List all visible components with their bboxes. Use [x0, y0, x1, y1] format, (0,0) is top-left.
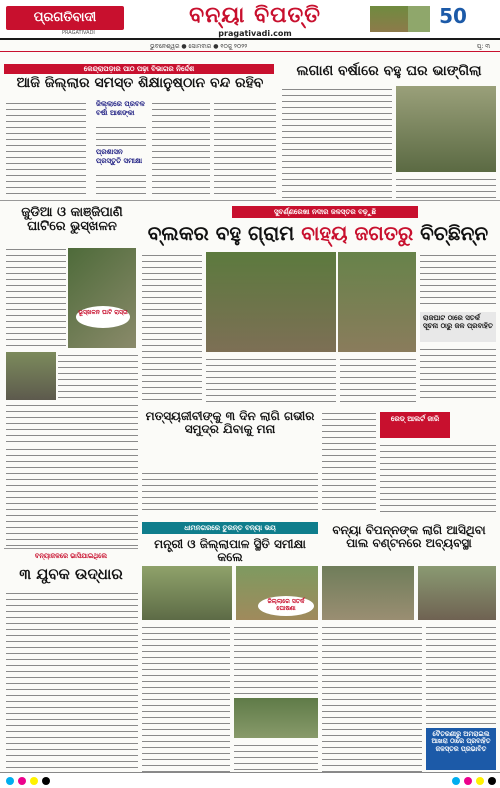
- registration-mark: [452, 777, 460, 785]
- registration-mark: [18, 777, 26, 785]
- ghat-body-3: [6, 402, 138, 442]
- houses-photo: [396, 86, 496, 172]
- relief-body: [322, 624, 422, 772]
- rescue-kicker: ବନ୍ୟାଜଳରେ ଭାସିଯାଇଥିଲେ: [34, 552, 108, 560]
- schools-col-4: [214, 100, 276, 196]
- print-strip: [0, 772, 500, 788]
- main-side-body-2: [420, 346, 496, 402]
- rule: [0, 200, 500, 201]
- main-headline-part-3: ବିଚ୍ଛିନ୍ନ: [420, 221, 489, 245]
- page-number: ପୃ: ୩: [476, 43, 490, 50]
- anniversary-logo: 50: [439, 4, 467, 28]
- relief-photo-1: [322, 566, 414, 620]
- date-text: ଭୁବନେଶ୍ୱର ● ସୋମବାର ● ୧୦ଜୁ ୨୦୨୨: [150, 43, 248, 50]
- ghat-headline: ଜୁଡିଆ ଓ କାଞ୍ଜିପାଣି ଘାଟିରେ ଭୁସ୍ଖଳନ: [21, 205, 123, 235]
- main-side-body: [420, 252, 496, 308]
- ghat-body-2: [58, 352, 138, 398]
- rescue-body: [6, 590, 138, 772]
- schools-kicker: କେନ୍ଦ୍ରାପଡ଼ାର ପାଠ ପଢ଼ା ବିଭାଗର ନିର୍ଦ୍ଦେଶ: [4, 64, 274, 74]
- boxright-headline: ବୈତରଣୀରୁ ଅମରାଇଲ ଆଖରା ଠାରେ ପ୍ରବାହିତ ଜଳସ୍ତର ପ୍ରଭାବିତ: [426, 728, 496, 770]
- schools-sub-2: ପ୍ରଶାସନ ପ୍ରସ୍ତୁତି ସମୀକ୍ଷା: [96, 148, 143, 165]
- ghat-body-4: [6, 446, 138, 546]
- newspaper-logo[interactable]: ପ୍ରଗତିବାଦୀ: [6, 6, 124, 30]
- relief-headline: ବନ୍ୟା ବିପନ୍ନଙ୍କ ଲାଗି ଆସିଥିବା ପାଲ ବଣ୍ଟନରେ ଅବ୍ୟବସ୍ଥା: [332, 523, 486, 551]
- ghat-photo-2: [6, 352, 56, 400]
- main-headline-part-2: ବାହ୍ୟ ଜଗତରୁ: [301, 221, 414, 245]
- main-photo-2: [338, 252, 416, 352]
- masthead: [0, 0, 500, 40]
- main-body-3: [340, 356, 416, 402]
- minister-headline: ମନ୍ତ୍ରୀ ଓ ଜିଲ୍ଲାପାଳ ସ୍ଥିତି ସମୀକ୍ଷା କଲେ: [154, 537, 306, 565]
- schools-headline: ଆଜି ଜିଲ୍ଲାର ସମସ୍ତ ଶିକ୍ଷାନୁଷ୍ଠାନ ବନ୍ଦ ରହିବ: [16, 75, 264, 91]
- fishermen-col-3: [380, 442, 496, 514]
- masthead-photo-2: [408, 6, 430, 32]
- masthead-photo: [370, 6, 410, 32]
- registration-mark: [30, 777, 38, 785]
- rescue-headline: ୩ ଯୁବକ ଉଦ୍ଧାର: [19, 565, 123, 583]
- main-kicker: ସୁବର୍ଣ୍ଣରେଖା ନଦୀର ଜଳସ୍ତର ବଢ଼ୁଛି: [232, 206, 418, 218]
- rule: [4, 548, 138, 549]
- main-photo-1: [206, 252, 336, 352]
- main-headline-part-1: ବ୍ଲକର ବହୁ ଗ୍ରାମ: [147, 221, 295, 245]
- logo-subtitle: PRAGATIVADI: [62, 30, 95, 36]
- fishermen-badge: ରେଡ୍ ଆଲର୍ଟ ଜାରି: [380, 412, 450, 438]
- main-body-2: [206, 356, 336, 402]
- ghat-body-1: [6, 246, 66, 348]
- ghat-badge: ଭୂସ୍ଖଳନ ଘାଟି ରାସ୍ତା: [76, 306, 130, 328]
- registration-mark: [6, 777, 14, 785]
- houses-caption: [396, 176, 496, 198]
- minister-body-2: [234, 624, 318, 694]
- registration-mark: [42, 777, 50, 785]
- schools-col-2b: [96, 172, 146, 196]
- minister-kicker: ଧାମନଗରରେ ତୁରନ୍ତ ବନ୍ୟା ଭୟ: [142, 522, 318, 534]
- schools-col-1: [6, 100, 86, 196]
- dateline: [0, 42, 500, 52]
- schools-sub-1: ଜିଲ୍ଲାରେ ପ୍ରବଳ ବର୍ଷା ଆଶଙ୍କା: [96, 100, 145, 117]
- minister-body-1: [142, 624, 230, 772]
- section-title: ବନ୍ୟା ବିପତ୍ତି: [189, 2, 321, 28]
- registration-mark: [464, 777, 472, 785]
- relief-photo-2: [418, 566, 496, 620]
- main-side-box: ରାଜଘାଟ ଠାରେ ସତର୍କ ସୂଚନା ଠାରୁ ଜଳ ପ୍ରବାହିତ: [420, 312, 496, 342]
- houses-headline: ଲଗାଣ ବର୍ଷାରେ ବହୁ ଘର ଭାଙ୍ଗିଲା: [296, 63, 482, 79]
- main-body-1: [142, 252, 202, 402]
- fishermen-headline: ମତ୍ସ୍ୟଜୀବୀଙ୍କୁ ୩ ଦିନ ଲାଗି ଗଭୀର ସମୁଦ୍ର ଯିବାକୁ ମନା: [145, 409, 315, 437]
- minister-photo-1: [142, 566, 232, 620]
- schools-col-3: [152, 100, 210, 196]
- registration-mark: [488, 777, 496, 785]
- minister-body-3: [234, 742, 318, 772]
- fishermen-body: [142, 470, 318, 514]
- registration-mark: [476, 777, 484, 785]
- houses-body: [282, 86, 392, 198]
- website-url[interactable]: pragativadi.com: [218, 29, 292, 38]
- minister-badge: ଜିଲ୍ଲାରେ ସତର୍କ ଘୋଷଣା: [258, 596, 314, 616]
- main-headline: [140, 222, 496, 246]
- minister-photo-3: [234, 698, 318, 738]
- schools-col-2a: [96, 124, 146, 146]
- fishermen-col-2: [322, 410, 376, 514]
- relief-body-2: [426, 624, 496, 724]
- ghat-photo: [68, 248, 136, 348]
